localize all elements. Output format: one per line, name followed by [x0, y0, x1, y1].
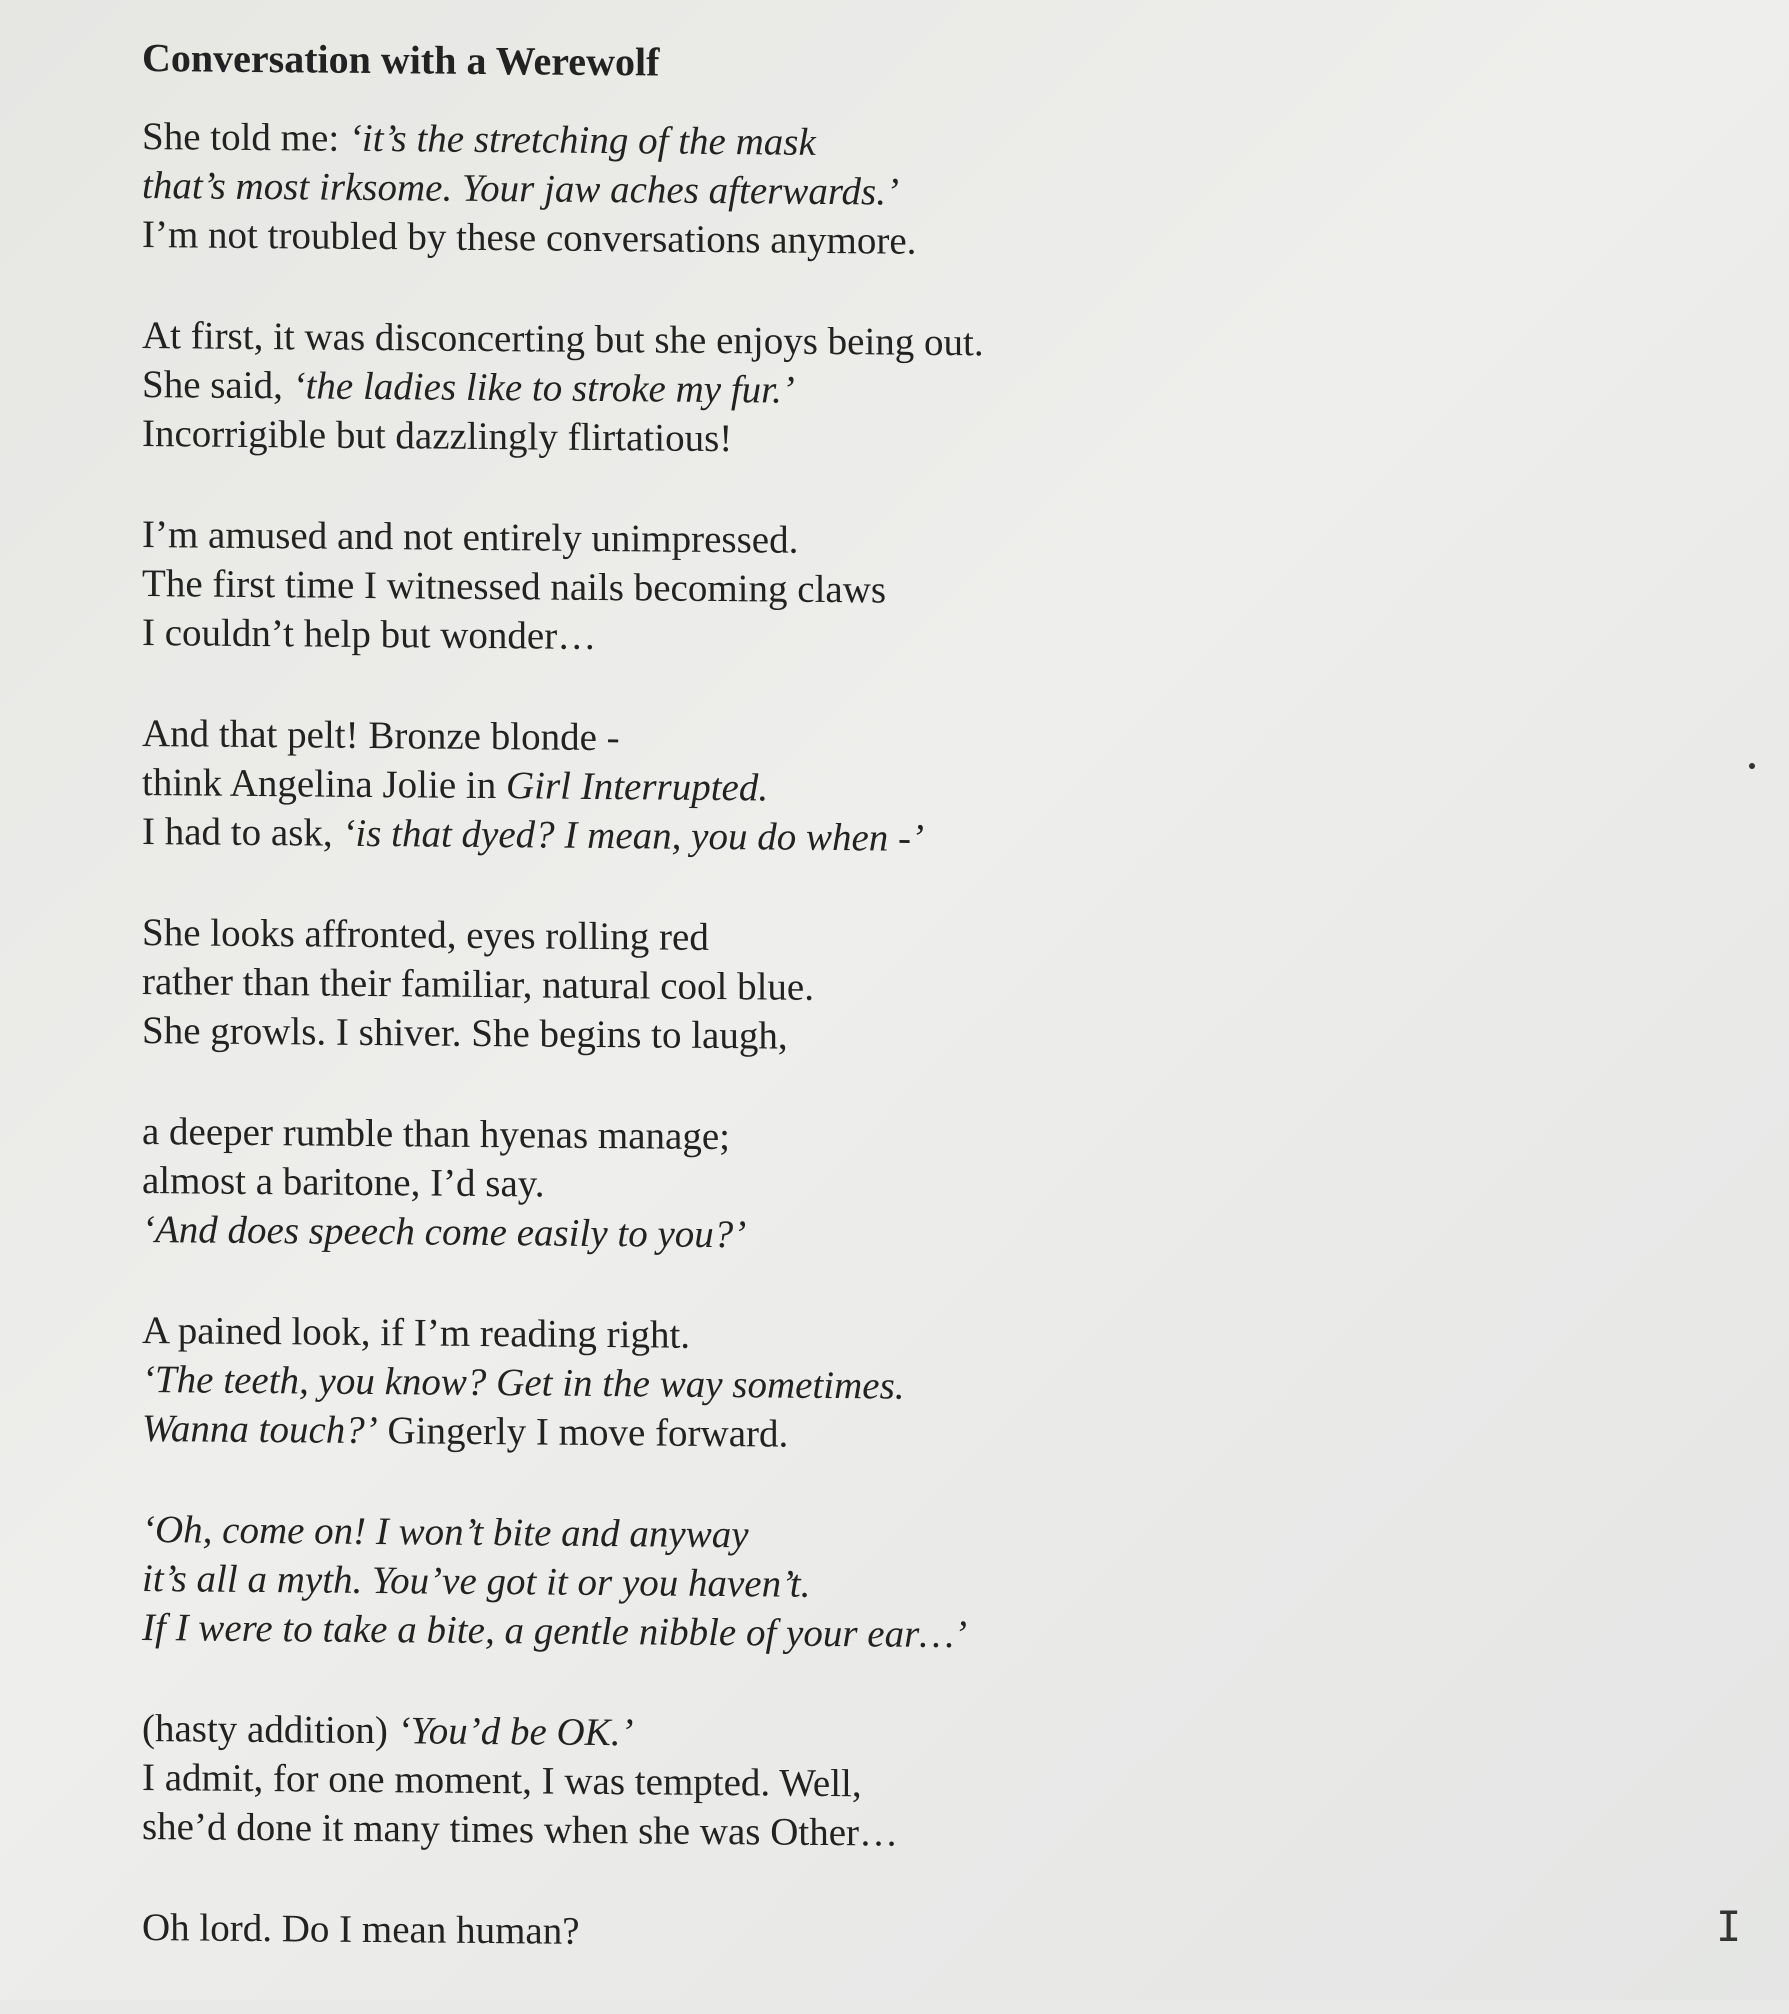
stanza: [142, 510, 1342, 667]
line-segment: Girl Interrupted.: [505, 764, 769, 810]
line-segment: She looks affronted, eyes rolling red: [142, 911, 709, 959]
line-segment: I had to ask,: [142, 810, 343, 855]
poem: [142, 34, 1342, 2014]
text-cursor-icon: I: [1716, 1902, 1742, 1951]
line-segment: A pained look, if I’m reading right.: [142, 1309, 691, 1357]
line-segment: (hasty addition): [142, 1707, 398, 1753]
line-segment: ‘is that dyed? I mean, you do when -’: [342, 811, 924, 860]
stanza: [142, 1903, 1342, 1962]
poem-line: [142, 210, 1342, 269]
line-segment: think Angelina Jolie in: [142, 761, 506, 808]
poem-line: [142, 1603, 1342, 1662]
poem-line: [142, 1404, 1342, 1463]
poem-body: [142, 112, 1342, 1962]
line-segment: She said,: [142, 363, 293, 408]
stanza: [142, 709, 1342, 866]
stanza: [142, 1107, 1342, 1264]
line-segment: ‘it’s the stretching of the mask: [348, 116, 816, 164]
line-segment: The first time I witnessed nails becoming claws: [142, 562, 887, 612]
line-segment: And that pelt! Bronze blonde -: [142, 712, 620, 760]
poem-line: [142, 1205, 1342, 1264]
line-segment: I’m amused and not entirely unimpressed.: [142, 513, 799, 562]
line-segment: Oh lord. Do I mean human?: [142, 1906, 580, 1953]
line-segment: ‘the ladies like to stroke my fur.’: [292, 364, 795, 412]
line-segment: ‘The teeth, you know? Get in the way sometimes.: [142, 1358, 905, 1408]
stanza: [142, 908, 1342, 1065]
line-segment: Gingerly I move forward.: [377, 1409, 789, 1456]
line-segment: a deeper rumble than hyenas manage;: [142, 1110, 730, 1159]
poem-line: [142, 608, 1342, 667]
line-segment: Wanna touch?’: [142, 1407, 378, 1453]
stanza: [142, 311, 1342, 468]
stanza: [142, 112, 1342, 269]
screen-speck: [1749, 763, 1755, 769]
line-segment: At first, it was disconcerting but she enjoys being out.: [142, 314, 984, 365]
line-segment: I admit, for one moment, I was tempted. Well,: [142, 1756, 862, 1806]
poem-line: [142, 409, 1342, 468]
line-segment: almost a baritone, I’d say.: [142, 1159, 545, 1206]
stanza: [142, 1704, 1342, 1861]
line-segment: ‘You’d be OK.’: [397, 1709, 634, 1755]
line-segment: it’s all a myth. You’ve got it or you haven’t.: [142, 1557, 811, 1606]
poem-line: [142, 807, 1342, 866]
poem-line: [142, 1802, 1342, 1861]
line-segment: Incorrigible but dazzlingly flirtatious!: [142, 412, 733, 461]
poem-title: Conversation with a Werewolf: [142, 35, 660, 85]
line-segment: ‘Oh, come on! I won’t bite and anyway: [142, 1508, 749, 1557]
line-segment: ‘And does speech come easily to you?’: [142, 1208, 747, 1257]
line-segment: rather than their familiar, natural cool blue.: [142, 960, 814, 1009]
line-segment: She told me:: [142, 115, 349, 160]
line-segment: that’s most irksome. Your jaw aches afterwards.’: [142, 164, 899, 214]
poem-line: [142, 1903, 1342, 1962]
line-segment: I’m not troubled by these conversations anymore.: [142, 213, 917, 263]
stanza: [142, 1306, 1342, 1463]
line-segment: If I were to take a bite, a gentle nibble of your ear…’: [142, 1606, 967, 1657]
line-segment: she’d done it many times when she was Other…: [142, 1805, 899, 1855]
stanza: [142, 1505, 1342, 1662]
line-segment: She growls. I shiver. She begins to laugh,: [142, 1009, 788, 1058]
line-segment: I couldn’t help but wonder…: [142, 611, 597, 658]
poem-line: [142, 1006, 1342, 1065]
